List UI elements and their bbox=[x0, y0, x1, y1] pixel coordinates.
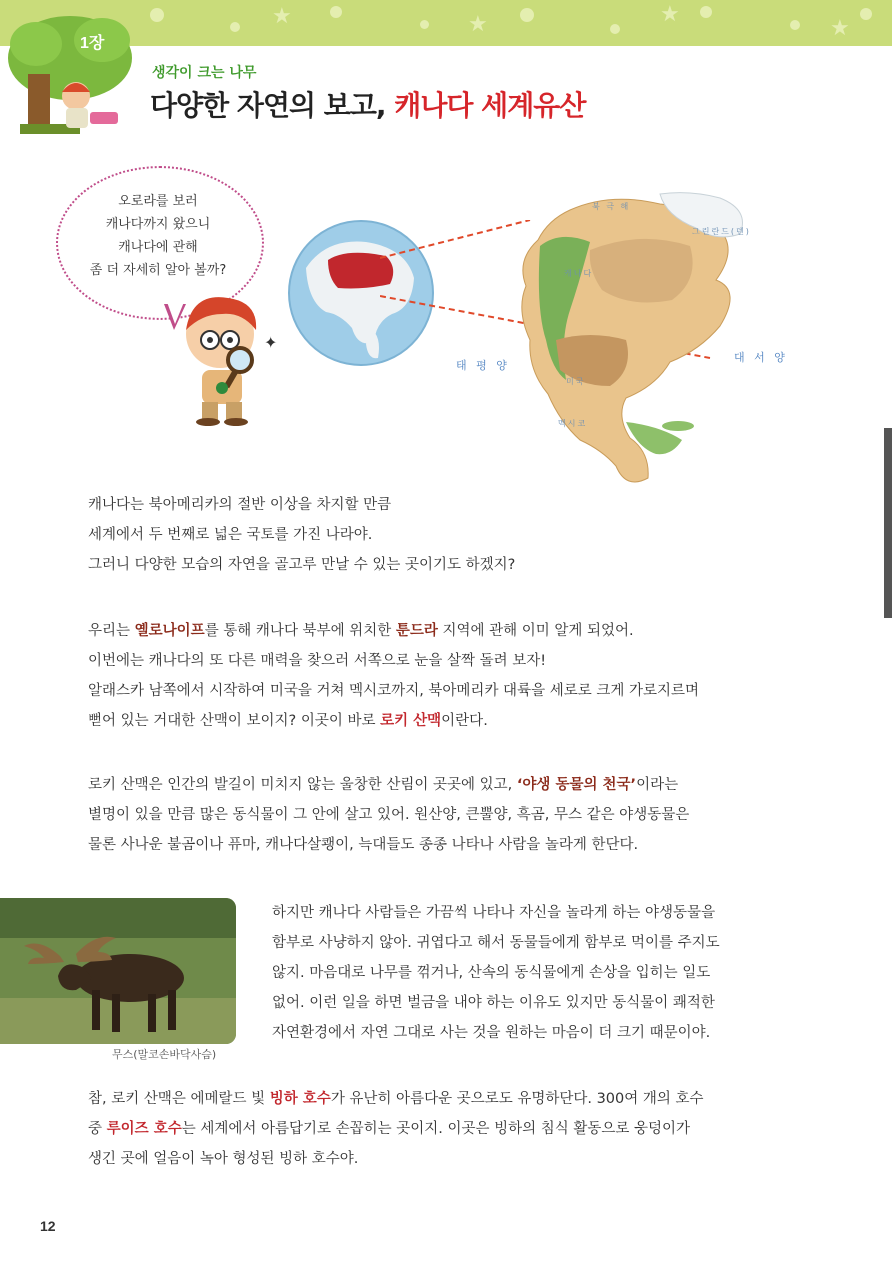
text-line: 않지. 마음대로 나무를 꺾거나, 산속의 동식물에게 손상을 입히는 일도 bbox=[272, 965, 711, 981]
text-span: 는 세계에서 아름답기로 손꼽히는 곳이지. 이곳은 빙하의 침식 활동으로 웅덩이가 bbox=[181, 1121, 691, 1137]
text-line bbox=[88, 770, 808, 800]
bubble-line: 오로라를 보러 bbox=[118, 194, 198, 209]
paragraph-1 bbox=[88, 490, 808, 580]
text-line: 세계에서 두 번째로 넓은 국토를 가진 나라야. bbox=[88, 527, 373, 543]
chapter-badge: 1장 bbox=[80, 35, 105, 52]
moose-photo bbox=[0, 898, 236, 1044]
text-span: 중 bbox=[88, 1121, 107, 1137]
text-line: 그러니 다양한 모습의 자연을 골고루 만날 수 있는 곳이기도 하겠지? bbox=[88, 557, 516, 573]
text-span: 로키 산맥은 인간의 발길이 미치지 않는 울창한 산림이 곳곳에 있고, bbox=[88, 777, 517, 793]
text-line: 생긴 곳에 얼음이 녹아 형성된 빙하 호수야. bbox=[88, 1151, 359, 1167]
text-line bbox=[88, 706, 808, 736]
text-line: 하지만 캐나다 사람들은 가끔씩 나타나 자신을 놀라게 하는 야생동물을 bbox=[272, 905, 716, 921]
text-span: 가 유난히 아름다운 곳으로도 유명하단다. 300여 개의 호수 bbox=[330, 1091, 704, 1107]
map-label-atlantic: 대 서 양 bbox=[734, 351, 788, 364]
text-line: 없어. 이런 일을 하면 벌금을 내야 하는 이유도 있지만 동식물이 쾌적한 bbox=[272, 995, 715, 1011]
text-line: 별명이 있을 만큼 많은 동식물이 그 안에 살고 있어. 원산양, 큰뿔양, 흑곰, 무스 같은 야생동물은 bbox=[88, 807, 690, 823]
paragraph-3 bbox=[88, 770, 808, 860]
page-title bbox=[150, 84, 585, 124]
page-edge-tab bbox=[884, 428, 892, 618]
tree-mascot-icon bbox=[6, 14, 134, 134]
map-label-arctic: 북 극 해 bbox=[592, 202, 631, 211]
title-main: 다양한 자연의 보고, bbox=[150, 89, 395, 122]
top-decorative-band: ★ ★ ★ ★ bbox=[0, 0, 892, 46]
text-span: 우리는 bbox=[88, 623, 135, 639]
paragraph-5 bbox=[88, 1084, 808, 1174]
text-span: 이란다. bbox=[441, 713, 488, 729]
text-line bbox=[88, 616, 808, 646]
highlight-tundra: 툰드라 bbox=[395, 623, 438, 639]
text-span: 지역에 관해 이미 알게 되었어. bbox=[437, 623, 634, 639]
map-label-pacific: 태 평 양 bbox=[456, 359, 510, 372]
bubble-line: 좀 더 자세히 알아 볼까? bbox=[89, 263, 227, 278]
bubble-line: 캐나다에 관해 bbox=[118, 240, 198, 255]
text-line bbox=[88, 1084, 808, 1114]
svg-text:✦: ✦ bbox=[264, 333, 278, 352]
text-line: 물론 사나운 불곰이나 퓨마, 캐나다살쾡이, 늑대들도 종종 나타나 사람을 놀라게 한단다. bbox=[88, 837, 639, 853]
moose-icon bbox=[0, 898, 236, 1044]
title-highlight: 캐나다 세계유산 bbox=[394, 89, 586, 122]
highlight-wildlife-paradise: ‘야생 동물의 천국’ bbox=[516, 777, 637, 793]
photo-caption: 무스(말코손바닥사슴) bbox=[112, 1048, 217, 1061]
section-subtitle: 생각이 크는 나무 bbox=[152, 65, 257, 81]
highlight-glacial-lake: 빙하 호수 bbox=[269, 1091, 331, 1107]
map-label-greenland: 그린란드(덴) bbox=[692, 227, 751, 236]
text-line bbox=[88, 1114, 808, 1144]
map-label-canada: 캐나다 bbox=[564, 269, 594, 278]
highlight-rocky-mountains: 로키 산맥 bbox=[380, 713, 442, 729]
text-span: 를 통해 캐나다 북부에 위치한 bbox=[204, 623, 396, 639]
map-label-mexico: 멕시코 bbox=[558, 419, 588, 428]
text-span: 이라는 bbox=[636, 777, 679, 793]
speech-bubble-text bbox=[56, 190, 260, 282]
page-number: 12 bbox=[40, 1218, 56, 1234]
highlight-lake-louise: 루이즈 호수 bbox=[106, 1121, 182, 1137]
bubble-line: 캐나다까지 왔으니 bbox=[105, 217, 211, 232]
map-label-usa: 미국 bbox=[566, 377, 586, 386]
text-line: 알래스카 남쪽에서 시작하여 미국을 거쳐 멕시코까지, 북아메리카 대륙을 세로로 크게 가로지르며 bbox=[88, 683, 699, 699]
text-span: 참, 로키 산맥은 에메랄드 빛 bbox=[88, 1091, 270, 1107]
paragraph-4 bbox=[272, 898, 792, 1048]
text-span: 뻗어 있는 거대한 산맥이 보이지? 이곳이 바로 bbox=[88, 713, 381, 729]
boy-with-magnifier-icon bbox=[172, 290, 282, 426]
text-line: 함부로 사냥하지 않아. 귀엽다고 해서 동물들에게 함부로 먹이를 주지도 bbox=[272, 935, 720, 951]
text-line: 자연환경에서 자연 그대로 사는 것을 원하는 마음이 더 크기 때문이야. bbox=[272, 1025, 711, 1041]
text-line: 캐나다는 북아메리카의 절반 이상을 차지할 만큼 bbox=[88, 497, 392, 513]
paragraph-2 bbox=[88, 616, 808, 736]
highlight-yellowknife: 옐로나이프 bbox=[134, 623, 205, 639]
text-line: 이번에는 캐나다의 또 다른 매력을 찾으러 서쪽으로 눈을 살짝 돌려 보자! bbox=[88, 653, 547, 669]
